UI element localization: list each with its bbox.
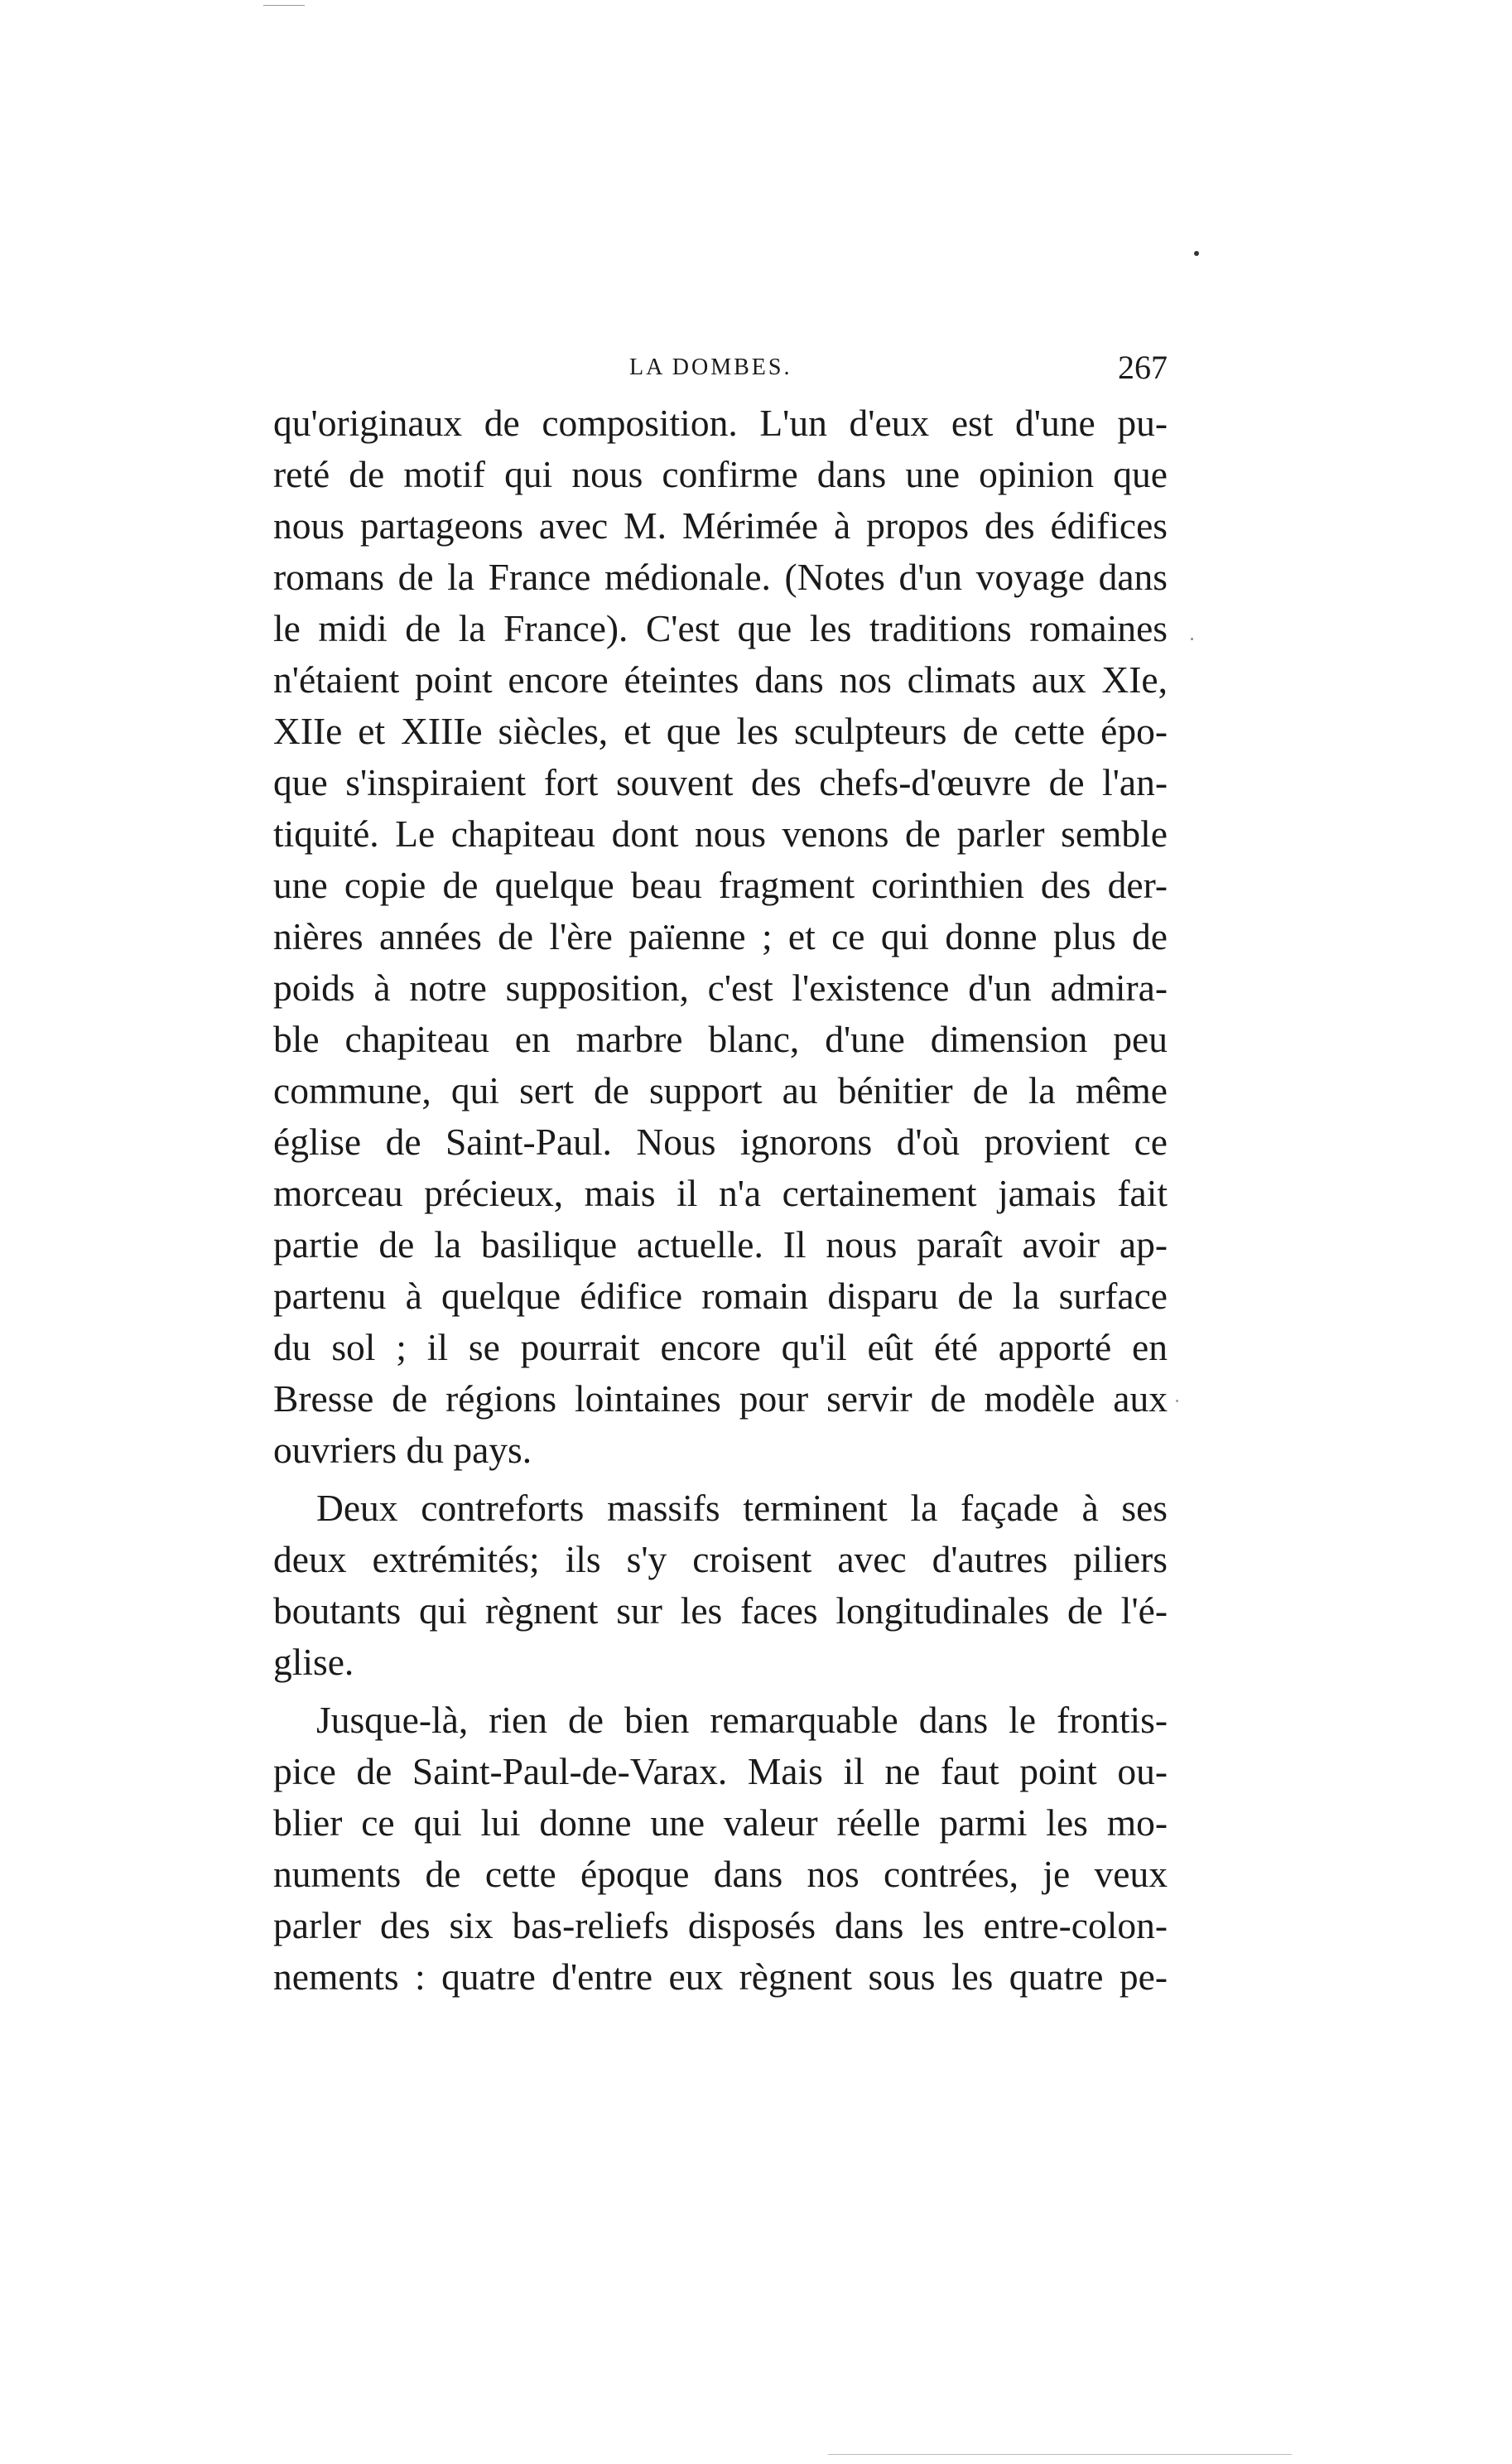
page-number: 267 [1118, 349, 1168, 386]
text-line: morceau précieux, mais il n'a certainement jamais fait [273, 1172, 1168, 1214]
scan-line [828, 2454, 1292, 2455]
scan-line [263, 5, 305, 6]
scan-speck [1191, 638, 1193, 640]
text-line: boutants qui règnent sur les faces longitudinales de l'é- [273, 1589, 1168, 1632]
text-line: glise. [273, 1641, 354, 1683]
text-line: église de Saint-Paul. Nous ignorons d'où provient ce [273, 1121, 1168, 1163]
text-line: nous partageons avec M. Mérimée à propos des édifices [273, 504, 1168, 547]
text-line: qu'originaux de composition. L'un d'eux est d'une pu- [273, 402, 1168, 444]
paragraph-gap [273, 1688, 1168, 1695]
text-line: n'étaient point encore éteintes dans nos climats aux XIe, [273, 658, 1168, 701]
text-line: ble chapiteau en marbre blanc, d'une dimension peu [273, 1018, 1168, 1060]
running-head [273, 349, 1168, 404]
text-line: Jusque-là, rien de bien remarquable dans le frontis- [316, 1699, 1168, 1741]
text-line: que s'inspiraient fort souvent des chefs-d'œuvre de l'an- [273, 761, 1168, 803]
paragraph-gap [273, 1476, 1168, 1483]
text-line: blier ce qui lui donne une valeur réelle parmi les mo- [273, 1801, 1168, 1844]
text-line: deux extrémités; ils s'y croisent avec d'autres piliers [273, 1538, 1168, 1580]
text-line: Bresse de régions lointaines pour servir de modèle aux [273, 1377, 1168, 1420]
text-line: commune, qui sert de support au bénitier de la même [273, 1069, 1168, 1111]
text-line: nements : quatre d'entre eux règnent sous les quatre pe- [273, 1955, 1168, 1998]
text-line: numents de cette époque dans nos contrées, je veux [273, 1853, 1168, 1895]
text-line: partenu à quelque édifice romain disparu de la surface [273, 1275, 1168, 1317]
text-line: poids à notre supposition, c'est l'existence d'un admira- [273, 967, 1168, 1009]
text-line: une copie de quelque beau fragment corinthien des der- [273, 864, 1168, 906]
running-title: LA DOMBES. [629, 354, 792, 380]
text-line: tiquité. Le chapiteau dont nous venons de parler semble [273, 812, 1168, 855]
text-line: nières années de l'ère païenne ; et ce qui donne plus de [273, 915, 1168, 957]
text-line: XIIe et XIIIe siècles, et que les sculpteurs de cette épo- [273, 710, 1168, 752]
text-line: reté de motif qui nous confirme dans une opinion que [273, 453, 1168, 495]
text-line: pice de Saint-Paul-de-Varax. Mais il ne faut point ou- [273, 1750, 1168, 1792]
text-line: Deux contreforts massifs terminent la façade à ses [316, 1487, 1168, 1529]
scan-speck [1176, 1400, 1178, 1402]
text-line: romans de la France médionale. (Notes d'un voyage dans [273, 556, 1168, 598]
text-line: parler des six bas-reliefs disposés dans les entre-colon- [273, 1904, 1168, 1946]
text-line: le midi de la France). C'est que les traditions romaines [273, 607, 1168, 649]
text-line: du sol ; il se pourrait encore qu'il eût été apporté en [273, 1326, 1168, 1368]
scan-speck [1194, 251, 1199, 256]
text-line: partie de la basilique actuelle. Il nous paraît avoir ap- [273, 1223, 1168, 1266]
text-line: ouvriers du pays. [273, 1429, 532, 1471]
body-text [273, 398, 1168, 2003]
